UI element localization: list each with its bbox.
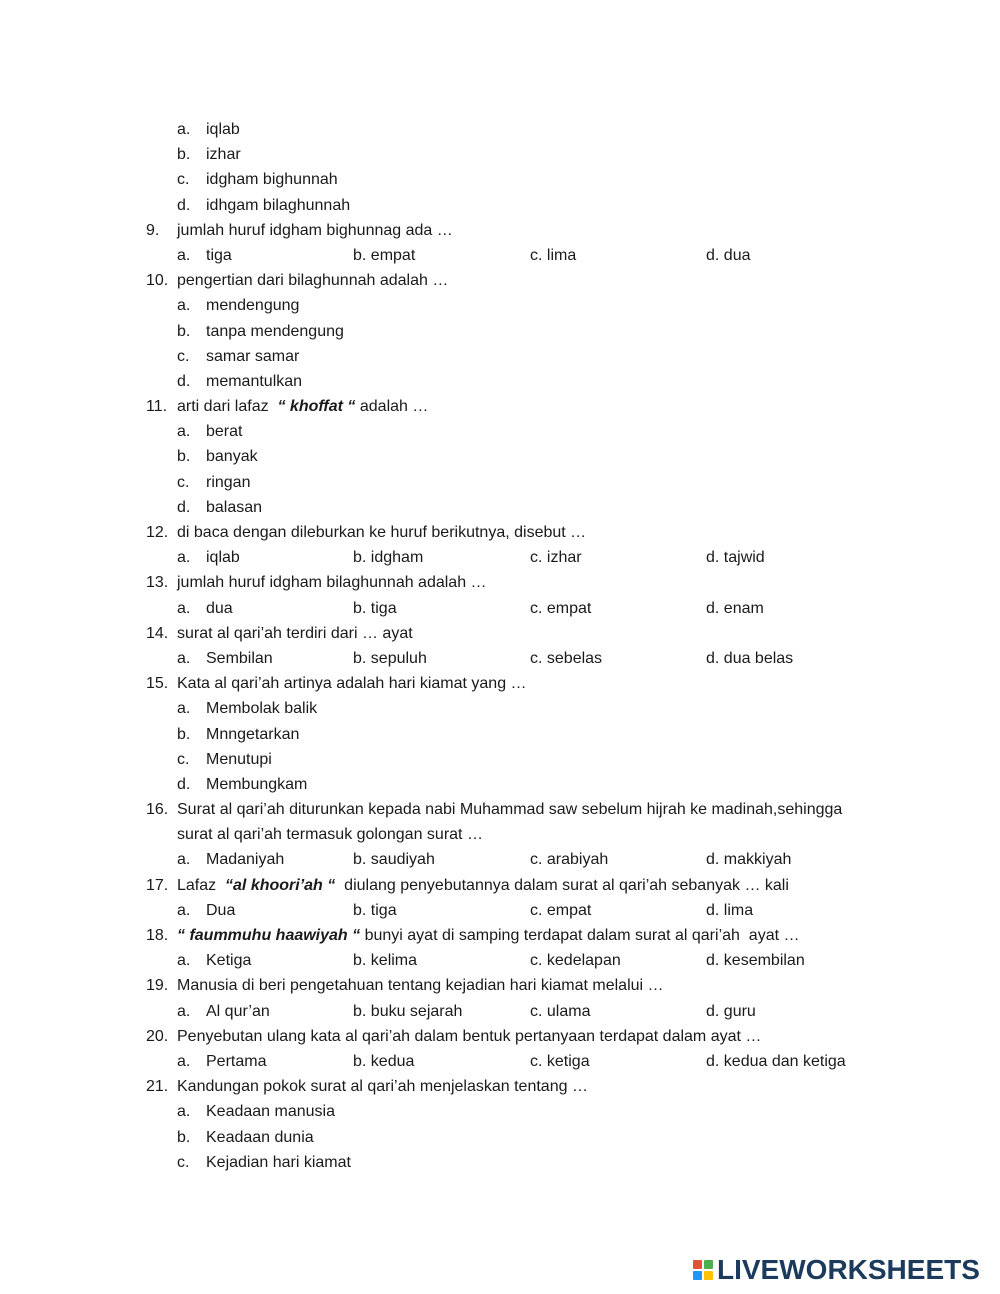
option-line: c. Menutupi bbox=[177, 750, 272, 768]
question-14: 14. surat al qari’ah terdiri dari … ayat bbox=[0, 621, 1000, 646]
option-row: a. tiga b. empat c. lima d. dua bbox=[177, 246, 751, 264]
question-text: arti dari lafaz “ khoffat “ adalah … bbox=[177, 398, 429, 416]
logo-text: LIVEWORKSHEETS bbox=[717, 1254, 980, 1285]
option-line: b. Mnngetarkan bbox=[177, 725, 300, 743]
worksheet-page bbox=[0, 117, 1000, 1175]
question-text: Surat al qari’ah diturunkan kepada nabi Muhammad saw sebelum hijrah ke madinah,sehingga bbox=[177, 801, 843, 819]
option-line: a. Membolak balik bbox=[177, 700, 318, 718]
question-text: “ faummuhu haawiyah “ bunyi ayat di samping terdapat dalam surat al qari’ah ayat … bbox=[177, 927, 800, 944]
option-line: a. Keadaan manusia bbox=[177, 1103, 335, 1121]
question-13: 13. jumlah huruf idgham bilaghunnah adalah … bbox=[0, 570, 1000, 595]
option-line: a. mendengung bbox=[177, 297, 300, 315]
option-line: d. idhgam bilaghunnah bbox=[0, 193, 1000, 218]
liveworksheets-logo bbox=[693, 1252, 980, 1288]
question-21: 21. Kandungan pokok surat al qari’ah menjelaskan tentang … bbox=[0, 1074, 1000, 1099]
question-16-cont bbox=[0, 822, 1000, 847]
option-text: izhar bbox=[206, 146, 241, 164]
logo-square bbox=[704, 1271, 713, 1280]
question-text: Kandungan pokok surat al qari’ah menjelaskan tentang … bbox=[177, 1078, 588, 1096]
option-line: d. Membungkam bbox=[177, 775, 308, 793]
question-11: 11. arti dari lafaz “ khoffat “ adalah … bbox=[0, 394, 1000, 419]
question-text: Lafaz “al khoori’ah “ diulang penyebutannya dalam surat al qari’ah sebanyak … kali bbox=[177, 876, 789, 894]
option-text: iqlab bbox=[206, 121, 240, 138]
option-line: a. berat bbox=[177, 423, 243, 441]
option-line: b. Keadaan dunia bbox=[177, 1128, 314, 1146]
question-text: surat al qari’ah terdiri dari … ayat bbox=[177, 624, 413, 642]
question-text: pengertian dari bilaghunnah adalah … bbox=[177, 272, 449, 290]
question-16: 16. Surat al qari’ah diturunkan kepada nabi Muhammad saw sebelum hijrah ke madinah,sehingga bbox=[0, 797, 1000, 822]
question-12: 12. di baca dengan dileburkan ke huruf berikutnya, disebut … bbox=[0, 520, 1000, 545]
option-line: b. tanpa mendengung bbox=[177, 322, 344, 340]
option-line: b. izhar bbox=[0, 142, 1000, 167]
option-text: idhgam bilaghunnah bbox=[206, 196, 351, 214]
question-18: 18. “ faummuhu haawiyah “ bunyi ayat di samping terdapat dalam surat al qari’ah ayat … bbox=[0, 923, 1000, 948]
question-text: surat al qari’ah termasuk golongan surat … bbox=[177, 826, 483, 844]
option-row: a. Dua b. tiga c. empat d. lima bbox=[177, 901, 754, 919]
logo-square bbox=[693, 1271, 702, 1280]
option-line: d. balasan bbox=[177, 498, 263, 516]
question-text: jumlah huruf idgham bilaghunnah adalah … bbox=[177, 574, 487, 592]
logo-square bbox=[693, 1260, 702, 1269]
question-10: 10. pengertian dari bilaghunnah adalah … bbox=[0, 268, 1000, 293]
question-text: jumlah huruf idgham bighunnag ada … bbox=[177, 221, 453, 239]
option-line: d. memantulkan bbox=[177, 372, 303, 390]
question-9: 9. jumlah huruf idgham bighunnag ada … bbox=[0, 218, 1000, 243]
option-line: b. banyak bbox=[177, 448, 258, 466]
option-line: c. idgham bighunnah bbox=[0, 167, 1000, 192]
question-17: 17. Lafaz “al khoori’ah “ diulang penyebutannya dalam surat al qari’ah sebanyak … kali bbox=[0, 873, 1000, 898]
question-text: Kata al qari’ah artinya adalah hari kiamat yang … bbox=[177, 675, 527, 693]
question-15: 15. Kata al qari’ah artinya adalah hari kiamat yang … bbox=[0, 671, 1000, 696]
option-line: c. Kejadian hari kiamat bbox=[177, 1153, 351, 1171]
option-line: c. samar samar bbox=[177, 347, 300, 365]
logo-square bbox=[704, 1260, 713, 1269]
option-line: a. iqlab bbox=[0, 117, 1000, 142]
question-text: di baca dengan dileburkan ke huruf berikutnya, disebut … bbox=[177, 524, 587, 541]
question-20: 20. Penyebutan ulang kata al qari’ah dalam bentuk pertanyaan terdapat dalam ayat … bbox=[0, 1024, 1000, 1049]
option-row: a. Al qur’an b. buku sejarah c. ulama d. guru bbox=[177, 1002, 756, 1020]
option-line: c. ringan bbox=[177, 473, 251, 491]
option-row: a. dua b. tiga c. empat d. enam bbox=[177, 599, 764, 617]
option-row: a. iqlab b. idgham c. izhar d. tajwid bbox=[177, 549, 765, 567]
question-text: Penyebutan ulang kata al qari’ah dalam bentuk pertanyaan terdapat dalam ayat … bbox=[177, 1027, 762, 1045]
logo-grid-icon bbox=[693, 1260, 713, 1280]
question-19: 19. Manusia di beri pengetahuan tentang kejadian hari kiamat melalui … bbox=[0, 973, 1000, 998]
option-text: idgham bighunnah bbox=[206, 171, 338, 189]
option-row: a. Sembilan b. sepuluh c. sebelas d. dua belas bbox=[177, 649, 794, 667]
option-row: a. Ketiga b. kelima c. kedelapan d. kesembilan bbox=[177, 952, 805, 970]
option-row: a. Pertama b. kedua c. ketiga d. kedua dan ketiga bbox=[177, 1052, 846, 1070]
option-row: a. Madaniyah b. saudiyah c. arabiyah d. makkiyah bbox=[177, 851, 792, 869]
question-text: Manusia di beri pengetahuan tentang kejadian hari kiamat melalui … bbox=[177, 977, 664, 995]
